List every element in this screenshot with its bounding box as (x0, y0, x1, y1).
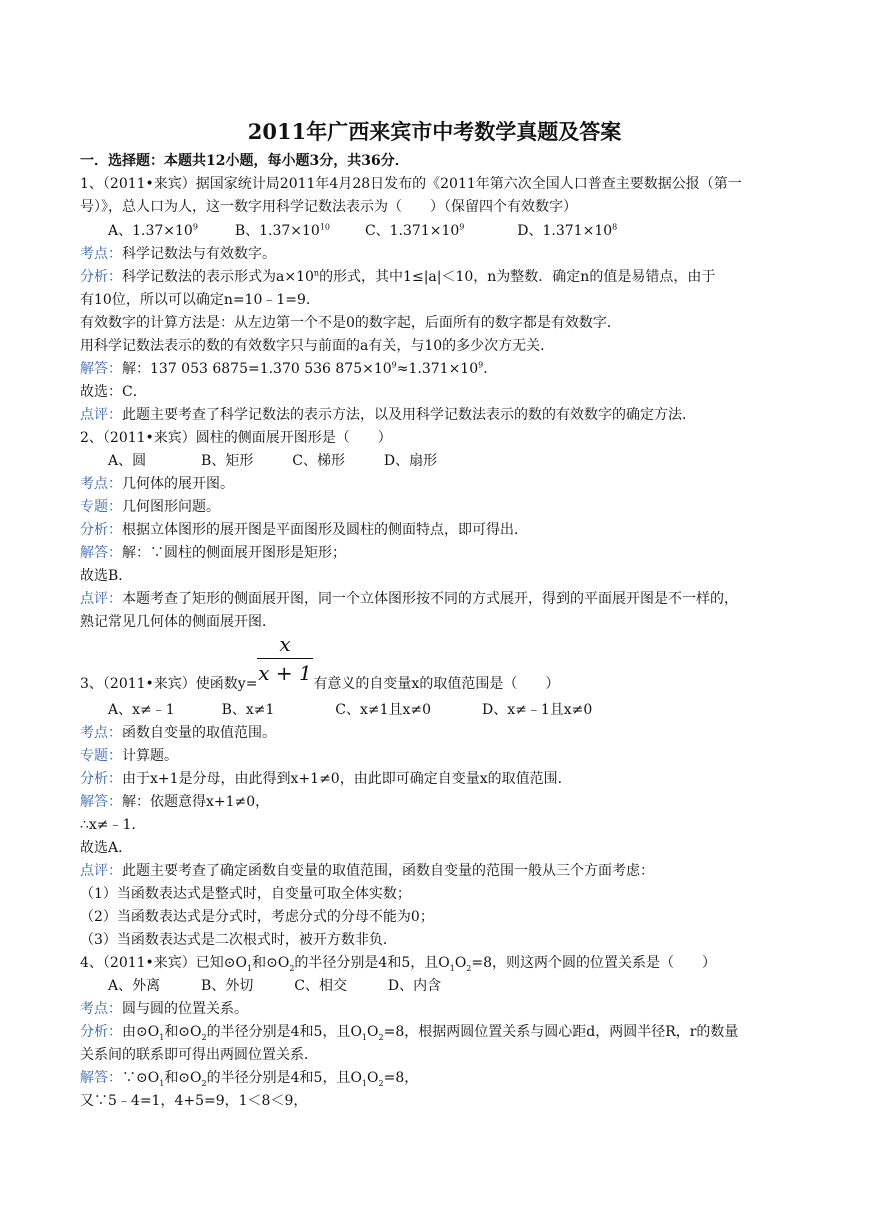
q1-choice: 故选：C． (80, 384, 147, 400)
q2-zhuanti: 专题：几何图形问题。 (80, 499, 220, 515)
q3-option-d: D、x≠﹣1且x≠0 (481, 702, 593, 718)
q3-fraction-denominator: x + 1 (258, 661, 312, 685)
q4-fenxi-line-2: 关系间的联系即可得出两圆位置关系． (80, 1047, 318, 1063)
q1-option-b: B、$1.37\times 10^{10}$ (234, 222, 331, 239)
q2-option-c: C、梯形 (292, 453, 345, 469)
section-heading: 一．选择题：本题共12小题，每小题3分，共36分． (80, 153, 409, 169)
q3-fenxi: 分析：由于x+1是分母，由此得到x+1≠0，由此即可确定自变量x的取值范围． (80, 771, 572, 787)
q3-case-2: （2）当函数表达式是分式时，考虑分式的分母不能为0； (80, 909, 434, 925)
q3-jieda: 解答：解：依题意得x+1≠0， (80, 794, 270, 810)
q4-kaodian: 考点：圆与圆的位置关系。 (80, 1001, 248, 1017)
q3-fraction-bar (257, 658, 313, 659)
q2-kaodian: 考点：几何体的展开图。 (80, 476, 234, 492)
q1-dianping: 点评：此题主要考查了科学记数法的表示方法，以及用科学记数法表示的数的有效数字的确定方法． (80, 407, 696, 423)
q2-stem: 2、（2011•来宾）圆柱的侧面展开图形是（ ） (80, 430, 392, 446)
q1-jieda: 解答：解：137 053 6875=1.370 536 $875\times 10^9\approx 1.371\times 10^9$． (80, 360, 498, 377)
q3-case-3: （3）当函数表达式是二次根式时，被开方数非负． (80, 932, 397, 948)
q3-choice: 故选A． (80, 840, 133, 856)
q1-note-1: 有效数字的计算方法是：从左边第一个不是0的数字起，后面所有的数字都是有效数字． (80, 315, 621, 331)
q4-options (108, 976, 441, 996)
q3-zhuanti: 专题：计算题。 (80, 748, 178, 764)
q3-options (108, 700, 592, 720)
q4-option-d: D、内含 (387, 978, 442, 994)
q2-jieda: 解答：解：∵圆柱的侧面展开图形是矩形； (80, 545, 346, 561)
q3-case-1: （1）当函数表达式是整式时，自变量可取全体实数； (80, 886, 411, 902)
q4-jieda: 解答：$\because⊙O_1$和$⊙O_2$的半径分别是4和5，且$O_1O_2=8$， (80, 1070, 419, 1088)
q4-option-b: B、外切 (201, 978, 254, 994)
q1-stem-line-1: 1、（2011•来宾）据国家统计局2011年4月28日发布的《2011年第六次全国人口普查主要数据公报（第一 (80, 176, 742, 192)
q4-stem: 4、（2011•来宾）已知$⊙O_1$和$⊙O_2$的半径分别是4和5，且$O_1O_2=8$，则这两个圆的位置关系是（ ） (80, 955, 717, 973)
q2-options (108, 451, 437, 471)
q2-option-b: B、矩形 (201, 453, 254, 469)
q3-fraction-numerator: x (279, 632, 291, 656)
q1-option-a: A、$1.37\times 10^9$ (108, 222, 198, 239)
q2-dianping: 点评：本题考查了矩形的侧面展开图，同一个立体图形按不同的方式展开，得到的平面展开图是不一样的， (80, 591, 738, 607)
q4-option-a: A、外离 (108, 978, 161, 994)
q2-choice: 故选B． (80, 568, 133, 584)
q4-fenxi: 分析：由$⊙O_1$和$⊙O_2$的半径分别是4和5，且$O_1O_2=8$，根据两圆位置关系与圆心距d，两圆半径R，r的数量 (80, 1024, 739, 1042)
q1-stem-line-2: 号）》，总人口为人，这一数字用科学记数法表示为（ ）（保留四个有效数字） (80, 199, 577, 215)
q2-fenxi: 分析：根据立体图形的展开图是平面图形及圆柱的侧面特点，即可得出． (80, 522, 528, 538)
q3-option-c: C、x≠1且x≠0 (335, 702, 432, 718)
q3-therefore: ∴x≠﹣1． (80, 817, 146, 833)
q2-dianping-line-2: 熟记常见几何体的侧面展开图． (80, 614, 276, 630)
q3-option-a: A、x≠﹣1 (108, 702, 175, 718)
q1-option-d: D、$1.371\times 10^8$ (517, 222, 618, 239)
q1-kaodian: 考点：科学记数法与有效数字。 (80, 246, 276, 262)
q1-note-2: 用科学记数法表示的数的有效数字只与前面的a有关，与10的多少次方无关． (80, 338, 555, 354)
q1-fenxi-line-2: 有10位，所以可以确定n=10﹣1=9． (80, 292, 320, 308)
q4-option-c: C、相交 (294, 978, 347, 994)
q2-option-a: A、圆 (108, 453, 147, 469)
q3-stem: 3、（2011•来宾）使函数y= 有意义的自变量x的取值范围是（ ） (80, 676, 560, 692)
q2-option-d: D、扇形 (383, 453, 438, 469)
q1-options (108, 221, 617, 241)
q1-option-c: C、$1.371\times 10^9$ (364, 222, 465, 239)
q3-dianping: 点评：此题主要考查了确定函数自变量的取值范围，函数自变量的范围一般从三个方面考虑： (80, 863, 654, 879)
q1-fenxi: 分析：科学记数法的表示形式为$a\times 10^n$的形式，其中1≤|a|＜10，n为整数．确定n的值是易错点，由于 (80, 268, 716, 285)
q3-kaodian: 考点：函数自变量的取值范围。 (80, 725, 276, 741)
q3-option-b: B、x≠1 (221, 702, 275, 718)
page-title: 2011年广西来宾市中考数学真题及答案 (247, 119, 622, 144)
q4-also: 又∵5﹣4=1，4+5=9，1＜8＜9， (80, 1093, 308, 1109)
